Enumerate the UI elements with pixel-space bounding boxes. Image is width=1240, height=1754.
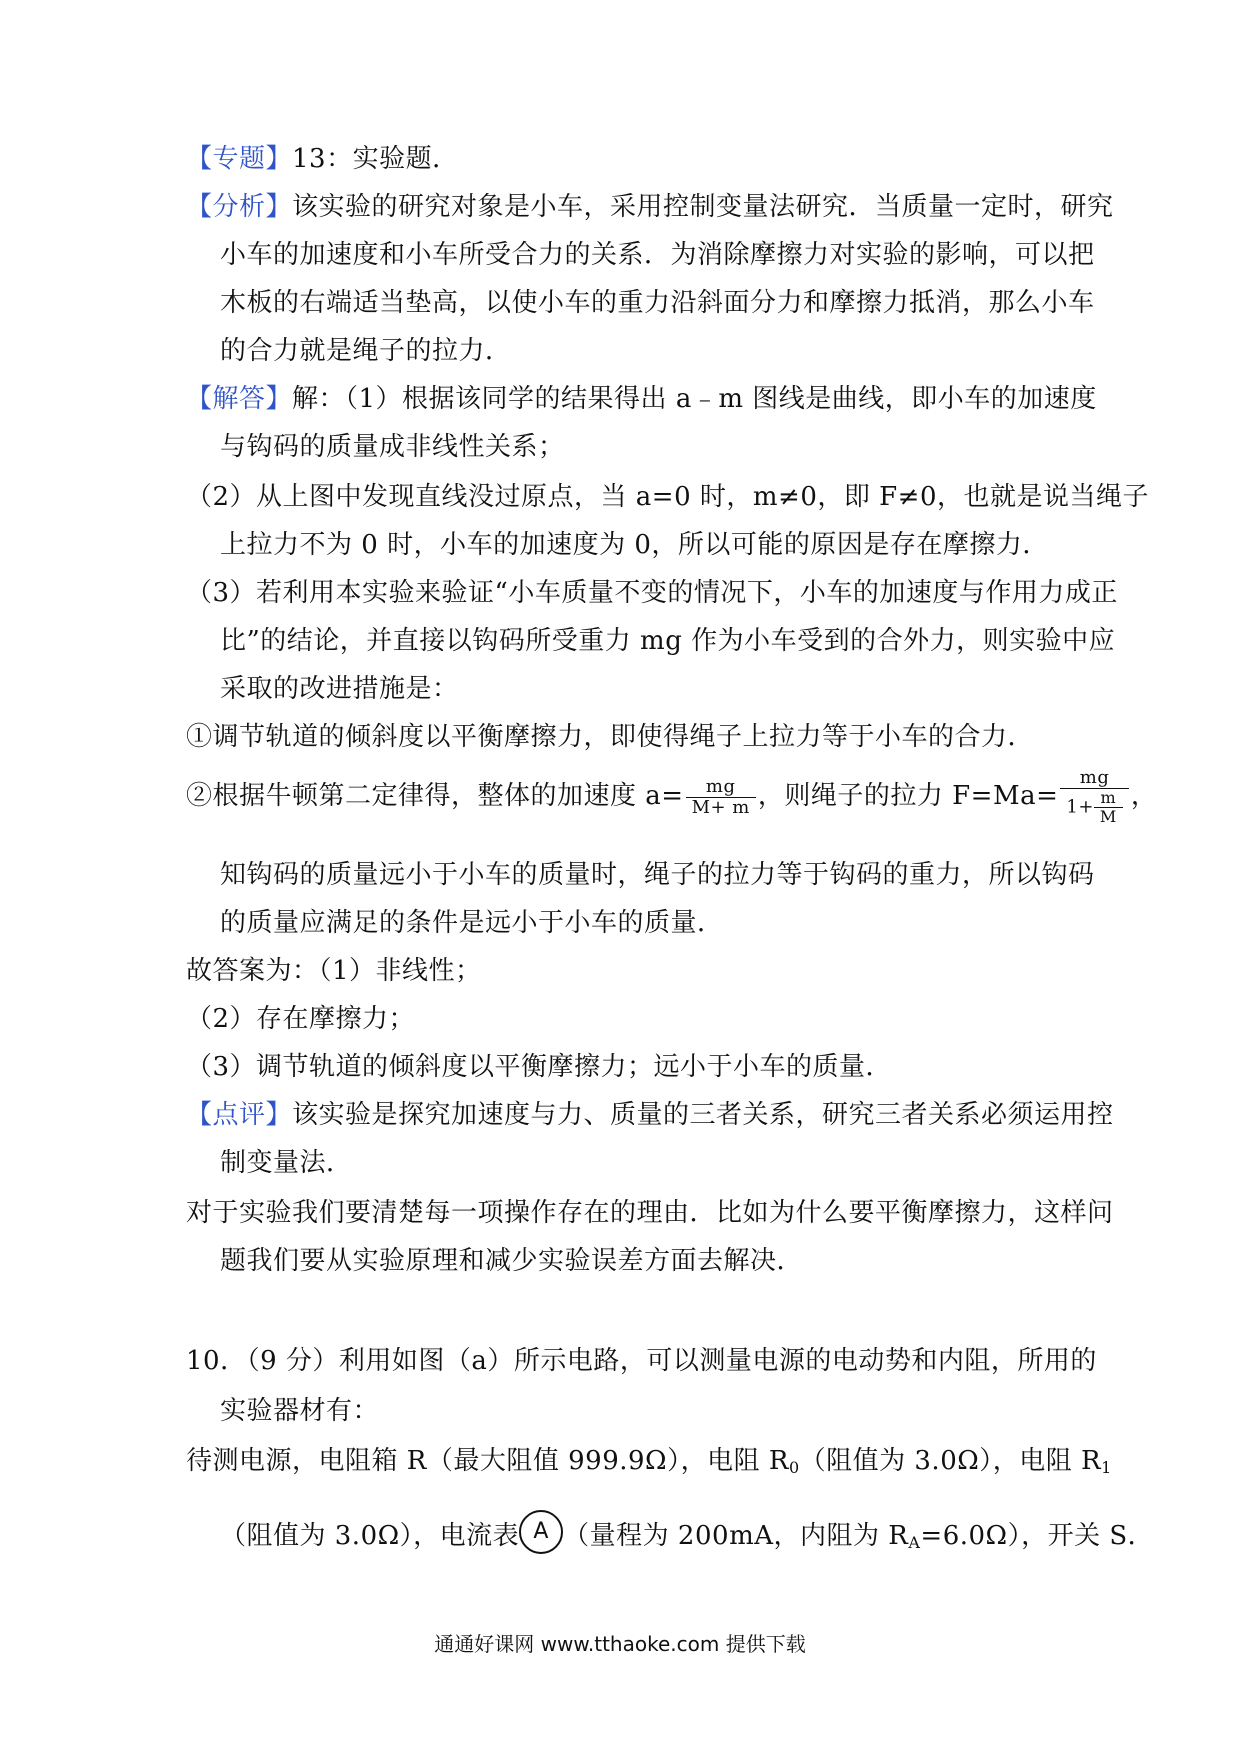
equipment-text-b: （阻值为 3.0Ω），电阻 R (799, 1446, 1102, 1476)
analysis-text-1: 该实验的研究对象是小车，采用控制变量法研究．当质量一定时，研究 (292, 192, 1114, 222)
equipment-text-a: 待测电源，电阻箱 R（最大阻值 999.9Ω），电阻 R (186, 1446, 789, 1476)
answer-after-5: （3）调节轨道的倾斜度以平衡摩擦力；远小于小车的质量． (186, 1052, 893, 1082)
comment-tag: 【点评】 (186, 1100, 293, 1130)
formula-line (186, 768, 1157, 826)
footer-credit: 通通好课网 www.tthaoke.com 提供下载 (434, 1632, 806, 1656)
comment-line-1 (186, 1098, 1114, 1132)
ammeter-text-a: （阻值为 3.0Ω），电流表 (220, 1521, 520, 1551)
ra-subscript: A (908, 1533, 921, 1552)
answer-line-5: （3）若利用本实验来验证“小车质量不变的情况下，小车的加速度与作用力成正 (186, 578, 1118, 608)
analysis-line-1 (186, 190, 1114, 224)
comment-line-4: 题我们要从实验原理和减少实验误差方面去解决． (220, 1246, 804, 1276)
answer-after-4: （2）存在摩擦力； (186, 1004, 416, 1034)
comment-line-3: 对于实验我们要清楚每一项操作存在的理由．比如为什么要平衡摩擦力，这样问 (186, 1198, 1114, 1228)
frac2-denominator (1060, 789, 1128, 826)
answer-line-2: 与钩码的质量成非线性关系； (220, 432, 565, 462)
answer-text-1: 解：（1）根据该同学的结果得出 a﹣m 图线是曲线，即小车的加速度 (292, 384, 1097, 414)
formula-prefix: ②根据牛顿第二定律得，整体的加速度 a= (186, 781, 684, 811)
analysis-line-2: 小车的加速度和小车所受合力的关系．为消除摩擦力对实验的影响，可以把 (220, 240, 1095, 270)
ammeter-text-c: =6.0Ω），开关 S． (920, 1521, 1155, 1551)
answer-line-1 (186, 382, 1097, 416)
question10-line-2: 实验器材有： (220, 1396, 380, 1426)
analysis-line-3: 木板的右端适当垫高，以使小车的重力沿斜面分力和摩擦力抵消，那么小车 (220, 288, 1095, 318)
r0-subscript: 0 (788, 1458, 800, 1477)
analysis-tag: 【分析】 (186, 192, 293, 222)
ammeter-text-b: （量程为 200mA，内阻为 R (563, 1521, 909, 1551)
frac2-numerator: mg (1060, 768, 1128, 789)
subfrac-numerator: m (1094, 789, 1123, 808)
answer-after-2: 的质量应满足的条件是远小于小车的质量． (220, 908, 724, 938)
comment-line-2: 制变量法． (220, 1148, 353, 1178)
answer-line-3: （2）从上图中发现直线没过原点，当 a=0 时，m≠0，即 F≠0，也就是说当绳子 (186, 482, 1150, 512)
frac1-numerator: mg (686, 777, 756, 798)
r1-subscript: 1 (1101, 1458, 1112, 1477)
m-over-M-fraction (1094, 789, 1123, 826)
question10-line-1: 10．（9 分）利用如图（a）所示电路，可以测量电源的电动势和内阻，所用的 (186, 1346, 1097, 1376)
tension-fraction (1060, 768, 1128, 826)
frac2-den-prefix: 1+ (1066, 796, 1094, 818)
analysis-line-4: 的合力就是绳子的拉力． (220, 336, 512, 366)
answer-after-1: 知钩码的质量远小于小车的质量时，绳子的拉力等于钩码的重力，所以钩码 (220, 860, 1095, 890)
answer-line-4: 上拉力不为 0 时，小车的加速度为 0，所以可能的原因是存在摩擦力． (220, 530, 1049, 560)
answer-tag: 【解答】 (186, 384, 293, 414)
frac1-denominator: M+ m (691, 796, 750, 818)
answer-line-8: ①调节轨道的倾斜度以平衡摩擦力，即使得绳子上拉力等于小车的合力． (186, 722, 1035, 752)
answer-line-7: 采取的改进措施是： (220, 674, 459, 704)
formula-suffix: ， (1130, 781, 1158, 811)
equipment-line (186, 1444, 1112, 1485)
answer-after-3: 故答案为：（1）非线性； (186, 956, 482, 986)
ammeter-line (220, 1510, 1154, 1560)
topic-line (186, 142, 459, 176)
ammeter-icon: A (519, 1510, 563, 1554)
topic-text: 13：实验题． (292, 144, 459, 174)
formula-middle: ，则绳子的拉力 F=Ma= (757, 781, 1059, 811)
acceleration-fraction (686, 777, 756, 818)
comment-text-1: 该实验是探究加速度与力、质量的三者关系，研究三者关系必须运用控 (292, 1100, 1114, 1130)
answer-line-6: 比”的结论，并直接以钩码所受重力 mg 作为小车受到的合外力，则实验中应 (220, 626, 1116, 656)
topic-tag: 【专题】 (186, 144, 293, 174)
subfrac-denominator: M (1099, 807, 1117, 826)
